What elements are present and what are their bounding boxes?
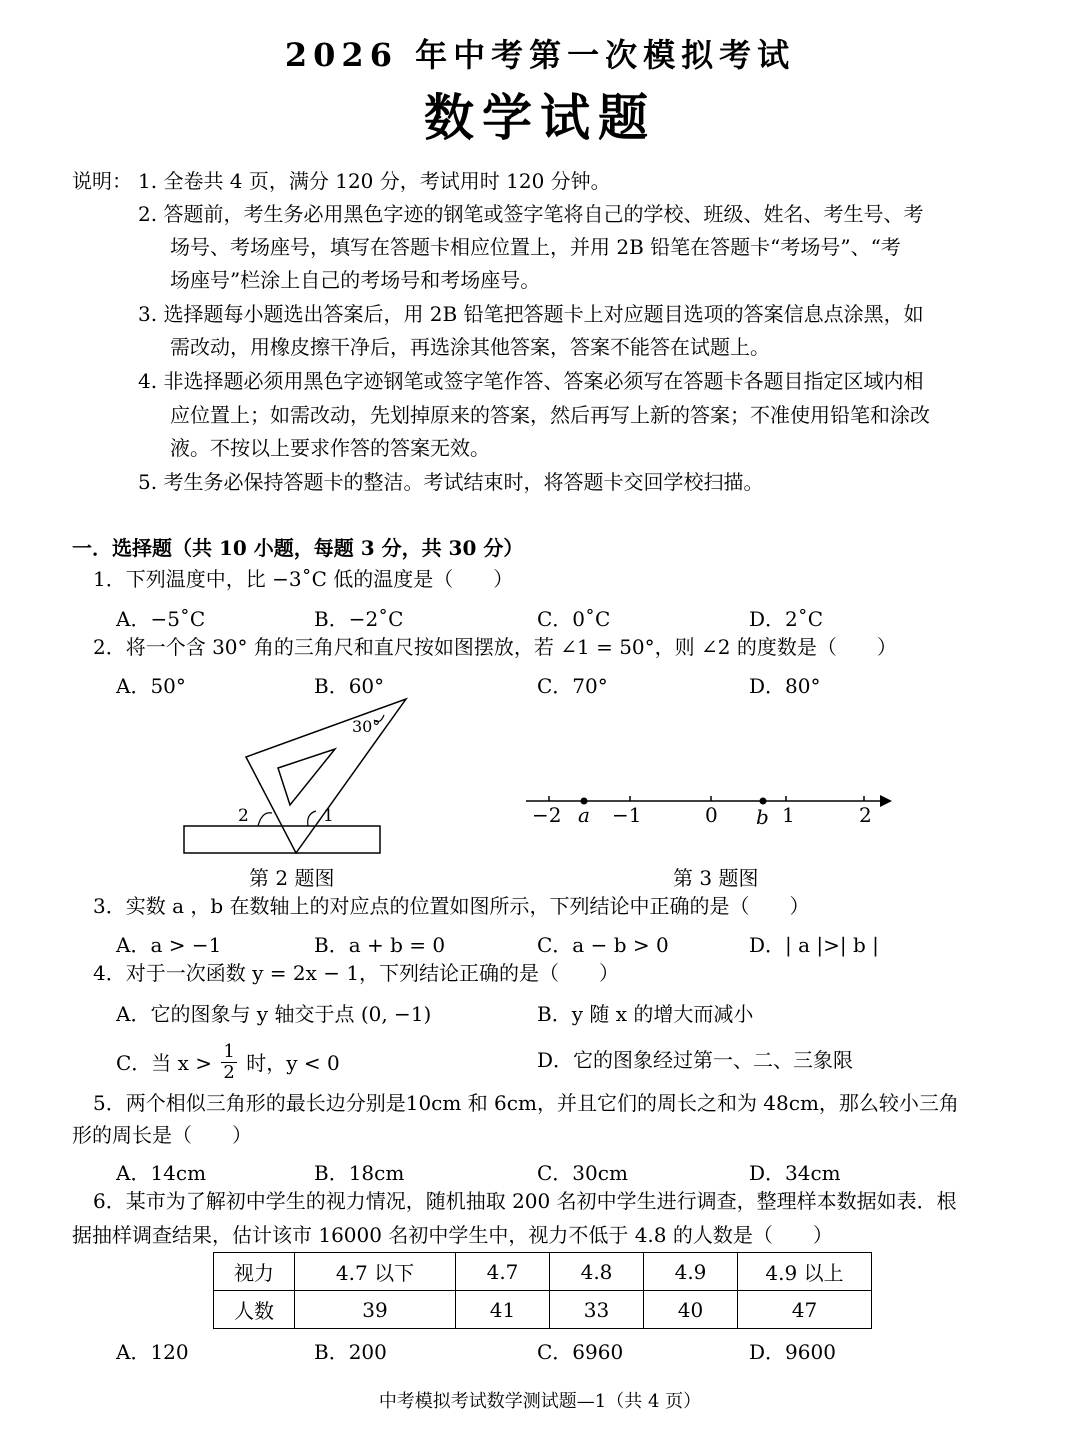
- q2-option-c: C．70°: [537, 674, 608, 698]
- triangle-ruler-inner: [278, 749, 335, 805]
- q3-option-a: A．a > −1: [116, 933, 222, 957]
- q6-option-b: B．200: [314, 1340, 387, 1364]
- exam-title: 2026 年中考第一次模拟考试: [284, 36, 796, 74]
- q3-number-line: [520, 785, 900, 835]
- table-cell: 39: [295, 1291, 456, 1329]
- instruction-line: 液。不按以上要求作答的答案无效。: [170, 436, 490, 460]
- q5-option-a: A．14cm: [116, 1161, 207, 1185]
- q1-option-c: C．0˚C: [537, 607, 611, 631]
- triangle-ruler-outer: [246, 699, 406, 853]
- table-header-cell: 4.9 以上: [738, 1253, 872, 1291]
- instruction-line: 1. 全卷共 4 页，满分 120 分，考试用时 120 分钟。: [138, 169, 611, 193]
- instructions-label: 说明：: [72, 169, 132, 193]
- instruction-line: 5. 考生务必保持答题卡的整洁。考试结束时，将答题卡交回学校扫描。: [138, 470, 764, 494]
- label-0: 0: [705, 803, 718, 827]
- table-row: [214, 1253, 872, 1291]
- instruction-line: 需改动，用橡皮擦干净后，再选涂其他答案，答案不能答在试题上。: [170, 335, 770, 359]
- fraction-numerator: 1: [223, 1041, 235, 1062]
- angle-1-label: 1: [323, 806, 334, 826]
- point-b: [760, 798, 767, 805]
- q4-option-a: A．它的图象与 y 轴交于点 (0, −1): [116, 1002, 432, 1026]
- label-1: 1: [782, 803, 795, 827]
- label-minus-1: −1: [612, 803, 642, 827]
- subject-title: 数学试题: [424, 88, 656, 147]
- q4-option-c: [116, 1041, 340, 1085]
- table-row: [214, 1291, 872, 1329]
- q2-option-b: B．60°: [314, 674, 385, 698]
- page-footer: 中考模拟考试数学测试题—1（共 4 页）: [378, 1391, 702, 1412]
- angle-2-arc: [258, 813, 272, 826]
- q2-stem: 2．将一个含 30° 角的三角尺和直尺按如图摆放，若 ∠1 = 50°，则 ∠2 的度数是（ ）: [93, 635, 897, 659]
- instruction-line: 应位置上；如需改动，先划掉原来的答案，然后再写上新的答案；不准使用铅笔和涂改: [170, 403, 930, 427]
- table-cell: 41: [456, 1291, 550, 1329]
- table-header-cell: 4.8: [550, 1253, 644, 1291]
- table-cell: 47: [738, 1291, 872, 1329]
- q3-option-d: D．| a |>| b |: [749, 933, 879, 957]
- fraction-one-half: [221, 1042, 236, 1083]
- label-b: b: [756, 805, 769, 829]
- table-header-cell: 4.7: [456, 1253, 550, 1291]
- label-minus-2: −2: [532, 803, 562, 827]
- vision-table: [213, 1252, 872, 1329]
- q3-option-b: B．a + b = 0: [314, 933, 446, 957]
- q6-stem-line1: 6．某市为了解初中学生的视力情况，随机抽取 200 名初中学生进行调查，整理样本数据如表．根: [93, 1189, 957, 1213]
- q1-option-a: A．−5˚C: [116, 607, 206, 631]
- instruction-line: 2. 答题前，考生务必用黑色字迹的钢笔或签字笔将自己的学校、班级、姓名、考生号、考: [138, 202, 924, 226]
- angle-30-label: 30°: [352, 717, 381, 736]
- q3-figure-caption: 第 3 题图: [673, 866, 759, 890]
- q4-option-b: B．y 随 x 的增大而减小: [537, 1002, 754, 1026]
- table-header-cell: 4.9: [644, 1253, 738, 1291]
- table-cell: 33: [550, 1291, 644, 1329]
- label-a: a: [578, 803, 590, 827]
- instruction-line: 场座号”栏涂上自己的考场号和考场座号。: [170, 268, 541, 292]
- angle-1-arc: [308, 811, 316, 826]
- q2-option-d: D．80°: [749, 674, 821, 698]
- q6-option-d: D．9600: [749, 1340, 836, 1364]
- q3-stem: 3．实数 a ，b 在数轴上的对应点的位置如图所示，下列结论中正确的是（ ）: [93, 894, 810, 918]
- q5-option-d: D．34cm: [749, 1161, 841, 1185]
- fraction-denominator: 2: [223, 1062, 235, 1083]
- q5-stem-line1: 5．两个相似三角形的最长边分别是10cm 和 6cm，并且它们的周长之和为 48cm，那么较小三角: [93, 1091, 959, 1115]
- q4-stem: 4．对于一次函数 y = 2x − 1，下列结论正确的是（ ）: [93, 961, 620, 985]
- ruler-shape: [184, 826, 380, 853]
- q6-stem-line2: 据抽样调查结果，估计该市 16000 名初中学生中，视力不低于 4.8 的人数是（ ）: [72, 1223, 833, 1247]
- q4-option-d: D．它的图象经过第一、二、三象限: [537, 1048, 854, 1072]
- q5-option-c: C．30cm: [537, 1161, 628, 1185]
- q4-option-c-head: C．当 x >: [116, 1051, 213, 1075]
- instruction-line: 场号、考场座号，填写在答题卡相应位置上，并用 2B 铅笔在答题卡“考场号”、“考: [170, 235, 901, 259]
- instruction-line: 4. 非选择题必须用黑色字迹钢笔或签字笔作答、答案必须写在答题卡各题目指定区域内相: [138, 369, 924, 393]
- table-header-cell: 视力: [214, 1253, 295, 1291]
- axis-arrow: [880, 795, 892, 807]
- q6-option-a: A．120: [116, 1340, 189, 1364]
- angle-2-label: 2: [238, 806, 249, 826]
- q1-stem: 1．下列温度中，比 −3˚C 低的温度是（ ）: [93, 567, 514, 591]
- q4-option-c-tail: 时，y < 0: [246, 1051, 340, 1075]
- q2-option-a: A．50°: [116, 674, 186, 698]
- table-cell: 40: [644, 1291, 738, 1329]
- label-2: 2: [859, 803, 872, 827]
- table-header-cell: 4.7 以下: [295, 1253, 456, 1291]
- q5-stem-line2: 形的周长是（ ）: [72, 1123, 252, 1147]
- q2-figure-caption: 第 2 题图: [249, 866, 335, 890]
- section-heading: 一．选择题（共 10 小题，每题 3 分，共 30 分）: [72, 536, 524, 560]
- q6-option-c: C．6960: [537, 1340, 624, 1364]
- instruction-line: 3. 选择题每小题选出答案后，用 2B 铅笔把答题卡上对应题目选项的答案信息点涂黑，如: [138, 302, 924, 326]
- q2-figure: [180, 695, 410, 860]
- q1-option-d: D．2˚C: [749, 607, 824, 631]
- q5-option-b: B．18cm: [314, 1161, 405, 1185]
- table-cell: 人数: [214, 1291, 295, 1329]
- q3-option-c: C．a − b > 0: [537, 933, 669, 957]
- q1-option-b: B．−2˚C: [314, 607, 404, 631]
